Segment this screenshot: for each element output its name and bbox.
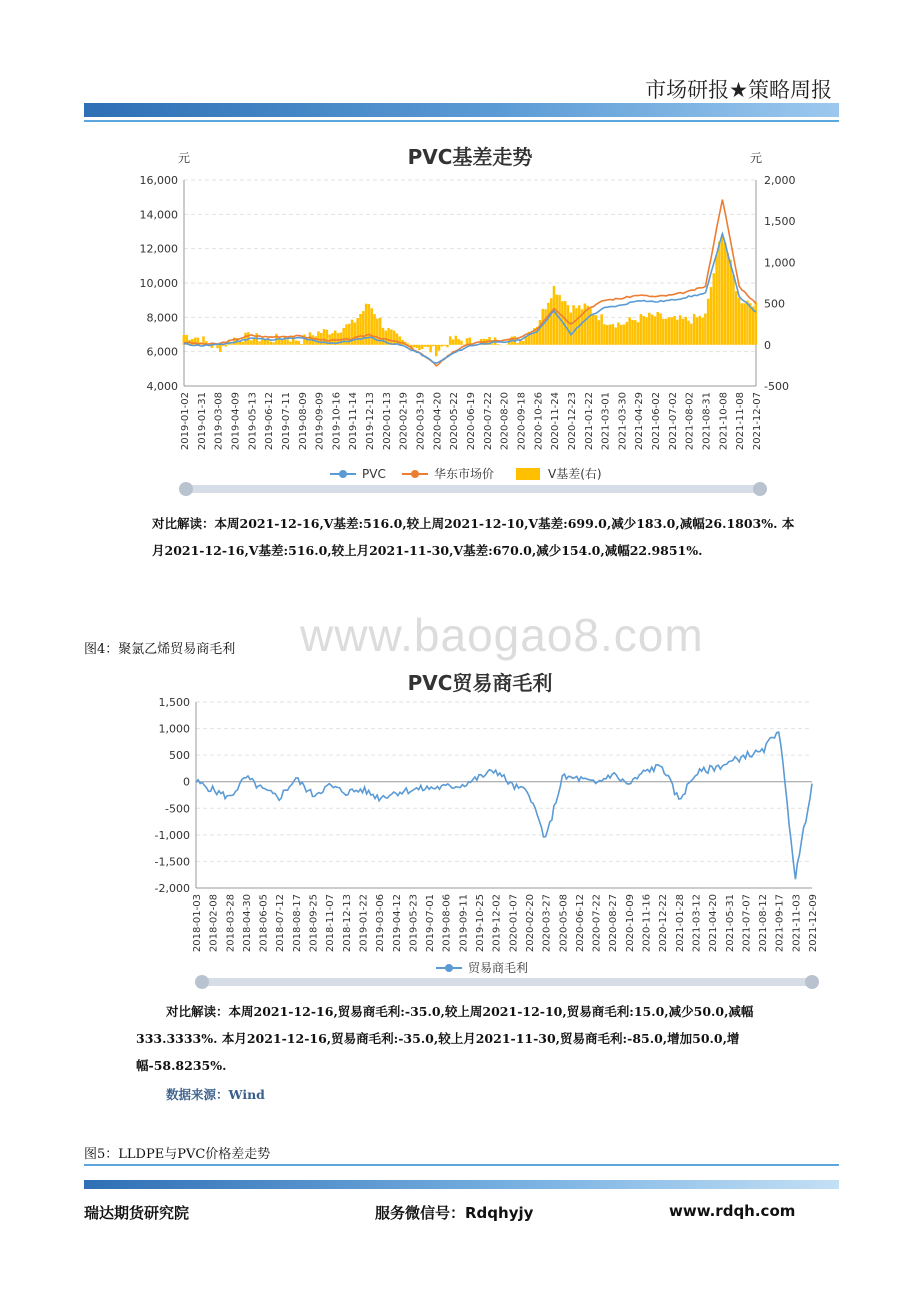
chart1-legend-label: PVC [362,467,386,481]
chart1-basis-bar [446,345,449,347]
chart1-basis-bar [598,320,601,345]
chart1-xtick: 2021-04-29 [634,392,646,451]
figure5-caption: 图5：LLDPE与PVC价格差走势 [84,1147,271,1162]
chart1-basis-bar [516,343,519,345]
chart1-basis-bar [300,344,303,345]
chart1-basis-bar [219,345,222,352]
chart2-margin-line [196,732,812,879]
chart1-basis-bar [441,345,444,347]
chart1-basis-bar [592,314,595,345]
chart2-xtick: 2018-04-30 [241,894,253,953]
footer-rule [84,1164,839,1166]
chart2-xtick: 2020-10-09 [624,894,636,953]
chart1-xtick: 2020-12-23 [566,392,578,451]
chart1-basis-bar [746,301,749,345]
chart2-xtick: 2021-05-31 [724,894,736,953]
chart2-legend-marker [445,964,453,972]
chart2-xtick: 2018-12-13 [341,894,353,953]
chart2-xtick: 2019-01-22 [358,894,370,953]
chart1-basis-bar [455,336,458,345]
figure4-note-line1: 对比解读：本周2021-12-16,贸易商毛利:-35.0,较上周2021-12-10,贸易商毛利:15.0,减少50.0,减幅 [166,1004,754,1019]
chart1-basis-bar [670,317,673,345]
chart1-basis-bar [729,260,732,345]
chart2-xtick: 2019-04-12 [391,894,403,953]
chart1-basis-bar [421,345,424,349]
chart1-xtick: 2021-01-22 [583,392,595,451]
chart1-basis-bar [752,307,755,345]
chart1-basis-bar [628,317,631,344]
chart1-basis-bar [241,342,244,345]
chart1-basis-bar [281,340,284,344]
chart1-xtick: 2020-01-13 [381,392,393,451]
chart1-basis-bar [356,318,359,345]
chart1-basis-bar [261,340,264,345]
chart1-basis-bar [584,303,587,344]
chart1-basis-bar [572,305,575,345]
chart1-xtick: 2021-07-02 [667,392,679,451]
chart1-basis-bar [289,342,292,345]
chart1-xtick: 2020-11-24 [550,392,562,451]
chart1-basis-bar [659,314,662,345]
data-source: 数据来源：Wind [166,1087,265,1102]
chart1-basis-bar [656,312,659,345]
chart1-basis-bar [682,319,685,345]
chart1-ytick-right: 0 [764,338,771,352]
chart1-xtick: 2020-08-20 [499,392,511,451]
chart1-ytick-left: 6,000 [146,345,178,359]
chart1-basis-bar [727,253,730,345]
chart1-basis-bar [429,345,432,353]
chart1-basis-bar [567,305,570,345]
chart2-ytick: -2,000 [154,882,190,895]
chart1-xtick: 2021-03-30 [617,391,629,451]
chart1-basis-bar [586,306,589,345]
chart1-basis-bar [382,328,385,345]
chart1-ytick-left: 14,000 [140,208,178,222]
chart1-basis-bar [449,336,452,345]
chart2-title: PVC贸易商毛利 [407,671,553,695]
chart2-ytick: 1,500 [158,696,190,709]
chart1-basis-bar [743,303,746,344]
chart1-basis-bar [673,316,676,345]
chart1-zoom-handle-right [753,482,767,496]
chart1-basis-bar [427,345,430,347]
chart1-basis-bar [270,342,273,345]
chart1-basis-bar [413,345,416,348]
chart1-basis-bar [690,324,693,345]
footer-wechat: 服务微信号：Rdqhyjy [375,1204,534,1222]
chart2-ytick: 1,000 [158,722,190,736]
chart2-xtick: 2020-03-27 [541,894,553,953]
chart1-basis-bar [679,315,682,345]
chart1-legend-label: 华东市场价 [434,467,495,481]
chart1-basis-bar [298,341,301,345]
chart1-basis-bar [370,308,373,344]
chart1-basis-bar [631,320,634,345]
chart1-basis-bar [432,345,435,346]
chart2-xtick: 2019-03-06 [375,894,387,953]
chart2-xtick: 2020-07-22 [591,894,603,953]
chart1-basis-bar [556,295,559,345]
chart1-basis-bar [701,318,704,345]
chart2-zoom-handle-left [195,975,209,989]
chart2-ytick: 0 [183,775,190,789]
chart1-xtick: 2019-04-09 [230,392,242,451]
footer-site[interactable]: www.rdqh.com [669,1202,796,1220]
chart1-basis-bar [687,321,690,345]
chart1-basis-bar [696,317,699,344]
chart2-xtick: 2020-06-12 [574,894,586,953]
chart1-basis-bar [741,303,744,345]
chart1-basis-bar [589,308,592,344]
chart1-basis-bar [685,317,688,345]
chart1-ytick-left: 8,000 [146,311,178,325]
chart1-basis-bar [435,345,438,356]
figure4-note [136,998,754,1079]
chart2-xtick: 2021-09-17 [774,894,786,953]
chart1-basis-bar [715,254,718,344]
chart1-basis-bar [645,317,648,345]
chart1-basis-bar [623,324,626,344]
chart2-xtick: 2018-11-07 [325,894,337,953]
chart1-legend-marker [339,470,347,478]
chart2-xtick: 2021-04-20 [708,894,720,953]
chart1-basis-bar [368,304,371,345]
chart2-xtick: 2021-01-28 [674,894,686,953]
chart1-basis-bar [250,340,253,344]
chart2-xtick: 2019-08-06 [441,894,453,953]
chart1-basis-bar [693,314,696,345]
chart1-basis-bar [460,341,463,345]
chart1-basis-bar [606,325,609,345]
chart1-basis-bar [544,309,547,345]
chart1-xtick: 2020-09-18 [516,392,528,451]
header-rule [84,120,839,122]
chart2-xtick: 2021-12-09 [808,894,819,953]
report-title: 市场研报★策略周报 [645,78,832,102]
chart1-basis-bar [648,313,651,345]
chart1-xtick: 2020-07-22 [482,392,494,451]
chart1-basis-bar [497,344,500,345]
chart1-basis-bar [651,315,654,345]
chart2-xtick: 2020-08-27 [608,894,620,953]
chart1-legend-label: V基差(右) [548,467,602,481]
chart1-basis-bar [600,314,603,345]
chart2-xtick: 2019-10-25 [475,894,487,953]
chart2-xtick: 2018-01-03 [192,894,203,953]
chart1-basis-bar [362,311,365,345]
chart1-xtick: 2020-02-19 [398,392,410,451]
chart1-xtick: 2021-06-02 [651,392,663,451]
chart2-xtick: 2019-07-01 [425,894,437,953]
chart1-xtick: 2021-11-08 [735,392,747,451]
chart1-basis-bar [665,319,668,345]
figure3-note-line1: 对比解读：本周2021-12-16,V基差:516.0,较上周2021-12-10,V基差:699.0,减少183.0,减幅26.1803%. 本 [152,516,795,531]
chart1-xtick: 2020-04-20 [432,392,444,451]
chart1-basis-bar [603,324,606,345]
pvc-margin-chart [140,662,830,998]
chart1-basis-bar [443,345,446,346]
chart1-ytick-right: 500 [764,297,785,311]
chart2-xtick: 2018-09-25 [308,894,320,953]
chart1-basis-bar [699,316,702,345]
chart1-basis-bar [755,302,758,345]
chart1-basis-bar [415,345,418,348]
chart1-ytick-left: 10,000 [140,277,178,290]
chart2-xtick: 2021-08-12 [758,894,770,953]
chart1-basis-bar [550,298,553,345]
pvc-basis-chart [140,138,800,508]
chart2-zoom-handle-right [805,975,819,989]
chart1-basis-bar [286,339,289,344]
chart1-basis-bar [609,325,612,345]
chart1-xtick: 2021-10-08 [718,392,730,451]
chart1-basis-bar [393,331,396,345]
footer-band [84,1180,839,1189]
site-watermark: www.baogao8.com [300,609,704,661]
chart2-xtick: 2020-01-07 [508,894,520,953]
chart2-xtick: 2021-03-12 [691,894,703,953]
chart1-ytick-left: 4,000 [146,380,178,393]
chart1-xtick: 2019-11-14 [348,392,360,451]
chart1-zoom-handle-left [179,482,193,496]
chart1-basis-bar [676,320,679,345]
chart1-left-unit: 元 [178,151,191,165]
figure3-note-line2: 月2021-12-16,V基差:516.0,较上月2021-11-30,V基差:670.0,减少154.0,减幅22.9851%. [152,543,703,558]
chart1-basis-bar [491,343,494,344]
chart1-basis-bar [732,275,735,345]
chart1-ytick-left: 12,000 [140,242,178,256]
chart1-basis-bar [272,342,275,345]
chart1-basis-bar [713,273,716,345]
chart1-xtick: 2020-10-26 [533,392,545,451]
chart1-basis-bar [721,234,724,345]
chart2-legend-label: 贸易商毛利 [468,961,529,975]
chart1-xtick: 2020-06-19 [466,392,477,451]
chart2-xtick: 2019-09-11 [458,894,470,953]
chart1-zoom-slider [180,485,766,493]
chart1-basis-bar [418,345,421,350]
chart1-basis-bar [735,291,738,345]
chart1-xtick: 2019-05-13 [247,392,259,451]
chart1-basis-bar [626,322,629,345]
figure4-note-line2: 333.3333%. 本月2021-12-16,贸易商毛利:-35.0,较上月2021-11-30,贸易商毛利:-85.0,增加50.0,增 [136,1031,740,1046]
chart1-basis-bar [258,341,261,345]
chart1-basis-bar [457,339,460,345]
chart2-xtick: 2020-11-16 [641,894,653,953]
chart1-basis-bar [230,344,233,345]
chart1-ytick-right: -500 [764,380,789,393]
chart2-xtick: 2021-07-07 [741,894,753,953]
chart1-basis-bar [749,303,752,345]
chart1-basis-bar [662,319,665,345]
chart1-basis-bar [614,327,617,344]
chart1-basis-bar [620,325,623,345]
chart1-right-unit: 元 [750,151,763,165]
chart2-xtick: 2018-07-12 [275,894,287,953]
chart2-xtick: 2020-12-22 [658,894,670,953]
chart1-basis-bar [216,345,219,348]
chart1-xtick: 2019-01-02 [180,392,191,451]
chart2-xtick: 2018-02-08 [208,894,220,953]
chart1-xtick: 2019-12-13 [365,392,377,451]
chart1-legend-swatch [516,468,540,480]
figure4-caption: 图4：聚氯乙烯贸易商毛利 [84,642,236,657]
chart1-ytick-left: 16,000 [140,174,178,187]
chart1-xtick: 2019-10-16 [331,392,343,451]
chart1-xtick: 2019-01-31 [196,392,208,451]
chart2-ytick: -1,000 [154,828,190,842]
chart2-zoom-slider [196,978,818,986]
chart1-basis-bar [424,345,427,347]
chart1-basis-bar [522,341,525,345]
chart1-basis-bar [542,309,545,345]
chart1-basis-bar [710,287,713,345]
chart1-xtick: 2021-08-31 [701,392,713,451]
chart1-xtick: 2019-08-09 [297,392,309,451]
chart1-basis-bar [354,322,357,344]
chart1-title: PVC基差走势 [407,145,533,169]
chart2-xtick: 2019-12-02 [491,894,503,953]
chart2-xtick: 2019-05-23 [408,894,420,953]
chart1-basis-bar [637,322,640,345]
chart1-basis-bar [390,329,393,344]
chart2-ytick: -1,500 [154,855,190,869]
chart2-xtick: 2018-03-28 [225,894,237,953]
chart1-ytick-right: 2,000 [764,174,796,187]
chart1-xtick: 2019-03-08 [213,392,225,451]
chart1-basis-bar [295,340,298,344]
chart1-ytick-right: 1,000 [764,256,796,270]
chart1-xtick: 2019-09-09 [314,392,326,451]
chart1-xtick: 2020-03-19 [415,392,427,451]
chart1-basis-bar [547,303,550,345]
chart1-basis-bar [570,313,573,345]
chart1-basis-bar [634,320,637,345]
chart1-xtick: 2021-12-07 [752,392,763,451]
chart1-basis-bar [617,323,620,345]
header-band [84,103,839,117]
chart1-ytick-right: 1,500 [764,215,796,229]
chart2-xtick: 2020-02-20 [524,894,536,953]
chart1-basis-bar [724,242,727,344]
chart1-xtick: 2021-08-02 [684,392,696,451]
chart1-basis-bar [612,324,615,345]
chart1-basis-bar [530,333,533,344]
figure4-note-line3: 幅-58.8235%. [136,1058,227,1073]
figure3-note [152,510,794,564]
chart1-basis-bar [244,333,247,345]
chart2-xtick: 2018-08-17 [291,894,303,953]
chart1-basis-bar [225,345,228,347]
footer-org: 瑞达期货研究院 [84,1204,190,1222]
chart1-xtick: 2020-05-22 [449,392,461,451]
chart2-ytick: -500 [165,802,190,816]
chart1-basis-bar [642,316,645,345]
chart1-xtick: 2019-07-11 [280,392,292,451]
chart1-xtick: 2019-06-12 [264,392,276,451]
chart1-basis-bar [452,339,455,344]
chart1-basis-bar [595,315,598,345]
chart2-xtick: 2020-05-08 [558,894,570,953]
chart2-xtick: 2018-06-05 [258,894,270,953]
chart1-basis-bar [438,345,441,351]
chart1-basis-bar [718,242,721,345]
chart1-basis-bar [575,308,578,345]
chart1-legend-marker [411,470,419,478]
chart1-xtick: 2021-03-01 [600,392,612,451]
chart1-basis-bar [640,314,643,345]
chart1-basis-bar [564,301,567,345]
chart2-xtick: 2021-11-03 [791,894,803,953]
chart1-basis-bar [704,313,707,344]
chart1-basis-bar [306,340,309,345]
chart1-basis-bar [553,286,556,345]
chart2-ytick: 500 [169,749,190,763]
chart1-basis-bar [738,298,741,345]
chart1-basis-bar [668,317,671,344]
chart1-basis-bar [654,316,657,344]
chart1-basis-bar [707,299,710,345]
